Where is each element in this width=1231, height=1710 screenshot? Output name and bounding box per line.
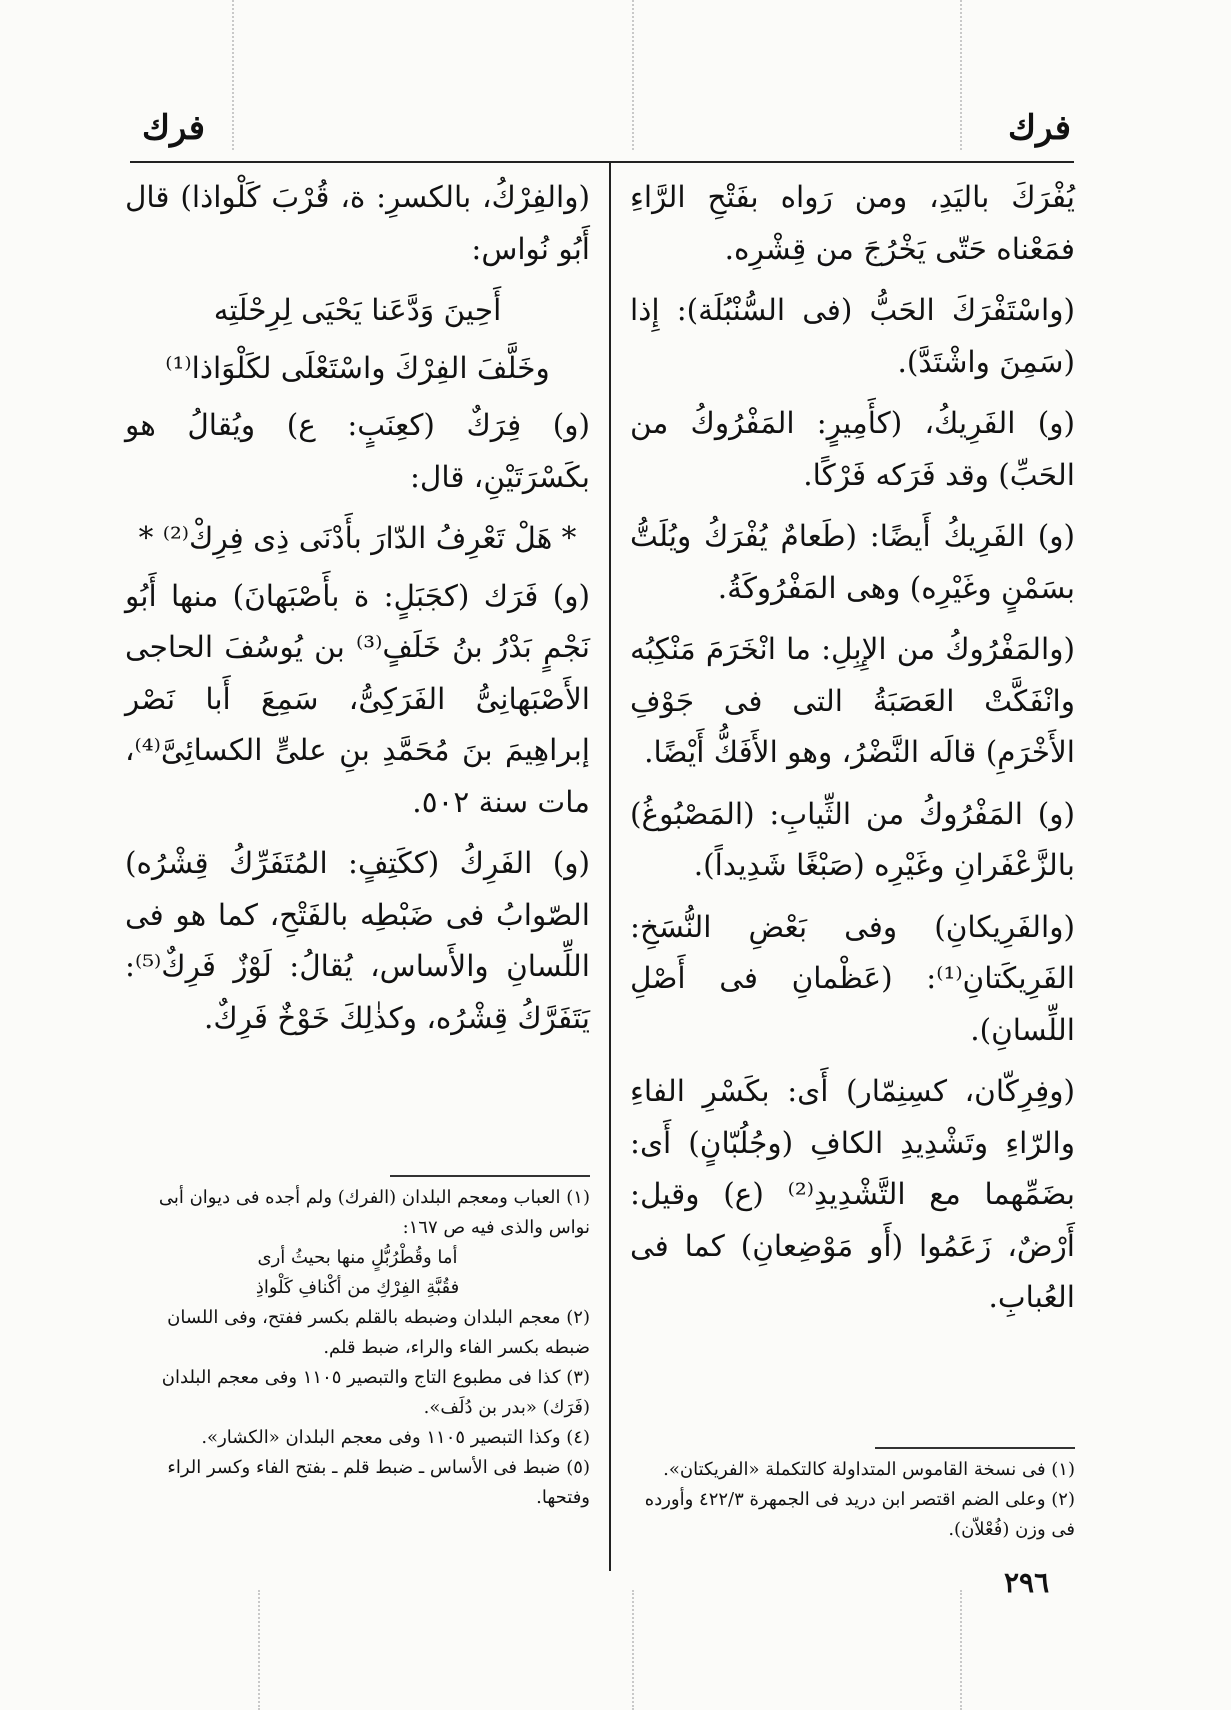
footnote: (٢) وعلى الضم اقتصر ابن دريد فى الجمهرة ٤٢٢/٣ وأورده فى وزن (فُعْلاّن).: [644, 1489, 1075, 1540]
footnote: (٤) وكذا التبصير ١١٠٥ وفى معجم البلدان «الكشار».: [201, 1427, 590, 1448]
footnote: (١) فى نسخة القاموس المتداولة كالتكملة «الفريكتان».: [663, 1459, 1075, 1480]
right-column: [630, 172, 1075, 1334]
entry-paragraph: (و) فِرَكٌ (كعِنَبٍ: ع) ويُقالُ هو بكَسْرَتَيْنِ، قال:: [125, 408, 590, 494]
poem-verse: وخَلَّفَ الفِرْكَ واسْتَعْلَى لكَلْوَاذا⁽¹⁾: [165, 350, 550, 385]
scan-fold-line: [632, 1590, 634, 1710]
footnote-verse: أما وقُطْرُبُّلٍ منها بحيثُ أرى: [257, 1247, 458, 1268]
scan-fold-line: [632, 0, 634, 150]
entry-paragraph: (و) الفَرِيكُ، (كأَمِيرٍ: المَفْرُوكُ من الحَبِّ) وقد فَرَكه فَرْكًا.: [630, 406, 1075, 492]
right-footnotes: [630, 1455, 1075, 1545]
column-divider: [609, 163, 611, 1571]
footnote-verse: فقُبَّةِ الفِرْكِ من أكْنافِ كَلْواذِ: [255, 1277, 460, 1298]
footnote-rule-left: [390, 1175, 590, 1177]
entry-paragraph: (و) الفَرِيكُ أَيضًا: (طَعامٌ يُفْرَكُ ويُلَتُّ بسَمْنٍ وغَيْرِه) وهى المَفْرُوكَةُ.: [630, 519, 1075, 605]
scan-fold-line: [258, 1590, 260, 1710]
entry-paragraph: (وفِرِكّان، كسِنِمّار) أَى: بكَسْرِ الفاءِ والرّاءِ وتَشْدِيدِ الكافِ (وجُلُبّانٍ) أَى: بضَمِّهما مع التَّشْدِيدِ⁽²⁾ (ع) وقيل: أَرْضٌ، زَعَمُوا (أَو مَوْضِعانِ) كما فى العُبابِ.: [630, 1074, 1075, 1314]
entry-paragraph: (والفَرِيكانِ) وفى بَعْضِ النُّسَخِ: الفَرِيكَتانِ⁽¹⁾: (عَظْمانِ فى أَصْلِ اللِّسانِ).: [630, 909, 1075, 1047]
scan-fold-line: [232, 0, 234, 150]
scan-fold-line: [960, 1590, 962, 1710]
footnote: (٣) كذا فى مطبوع التاج والتبصير ١١٠٥ وفى معجم البلدان (فَرَك) «بدر بن دُلَف».: [161, 1367, 590, 1418]
entry-paragraph: (و) الفَرِكُ (ككَتِفٍ: المُتَفَرِّكُ قِشْرُه) الصّوابُ فى ضَبْطِه بالفَتْحِ، كما هو فى اللِّسانِ والأَساس، يُقالُ: لَوْزٌ فَرِكٌ⁽⁵⁾: يَتَفَرَّكُ قِشْرُه، وكذٰلِكَ خَوْخٌ فَرِكٌ.: [125, 846, 590, 1035]
poem-verse: * هَلْ تَعْرِفُ الدّارَ بأَدْنَى ذِى فِرِكْ⁽²⁾ *: [138, 521, 577, 555]
footnote: (٢) معجم البلدان وضبطه بالقلم بكسر ففتح، وفى اللسان ضبطه بكسر الفاء والراء، ضبط قلم.: [167, 1307, 590, 1358]
running-head-right: فرك: [1008, 108, 1072, 148]
left-footnotes: [125, 1183, 590, 1513]
footnote: (١) العباب ومعجم البلدان (الفرك) ولم أجده فى ديوان أبى نواس والذى فيه ص ١٦٧:: [158, 1187, 590, 1238]
poem-verse: أَحِينَ وَدَّعَنا يَحْيَى لِرِحْلَتِه: [213, 293, 502, 327]
page-number: ٢٩٦: [1004, 1566, 1050, 1599]
entry-paragraph: (والمَفْرُوكُ من الإِبِلِ: ما انْخَرَمَ مَنْكِبُه وانْفَكَّتْ العَصَبَةُ التى فى جَوْفِ الأَخْرَمِ) قالَه النَّضْرُ، وهو الأَفَكُّ أَيْضًا.: [630, 632, 1075, 769]
entry-paragraph: (واسْتَفْرَكَ الحَبُّ (فى السُّنْبُلَة): إِذا (سَمِنَ واشْتَدَّ).: [630, 293, 1075, 379]
running-head-left: فرك: [142, 108, 206, 148]
entry-paragraph: (و) فَرَك (كجَبَلٍ: ة بأَصْبَهانَ) منها أَبُو نَجْمٍ بَدْرُ بنُ خَلَفٍ⁽³⁾ بن يُوسُفَ الحاجى الأَصْبَهانِىُّ الفَرَكِىُّ، سَمِعَ أَبا نَصْر إبراهِيمَ بنَ مُحَمَّدِ بنِ علىٍّ الكسائِىَّ⁽⁴⁾، مات سنة ٥٠٢.: [125, 578, 590, 819]
entry-paragraph: (والفِرْكُ، بالكسرِ: ة، قُرْبَ كَلْواذا) قال أَبُو نُواس:: [125, 180, 590, 266]
footnote-rule-right: [875, 1447, 1075, 1449]
footnote: (٥) ضبط فى الأساس ـ ضبط قلم ـ بفتح الفاء وكسر الراء وفتحها.: [167, 1457, 590, 1508]
scan-fold-line: [960, 0, 962, 150]
header-rule: [130, 161, 1074, 163]
entry-paragraph: (و) المَفْرُوكُ من الثِّيابِ: (المَصْبُوغُ) بالزَّعْفَرانِ وغَيْرِه (صَبْغًا شَدِيداً).: [630, 796, 1075, 882]
entry-paragraph: يُفْرَكَ باليَدِ، ومن رَواه بفَتْحِ الرَّاءِ فمَعْناه حَتّى يَخْرُجَ من قِشْرِه.: [630, 180, 1075, 266]
left-column: [125, 172, 590, 1054]
